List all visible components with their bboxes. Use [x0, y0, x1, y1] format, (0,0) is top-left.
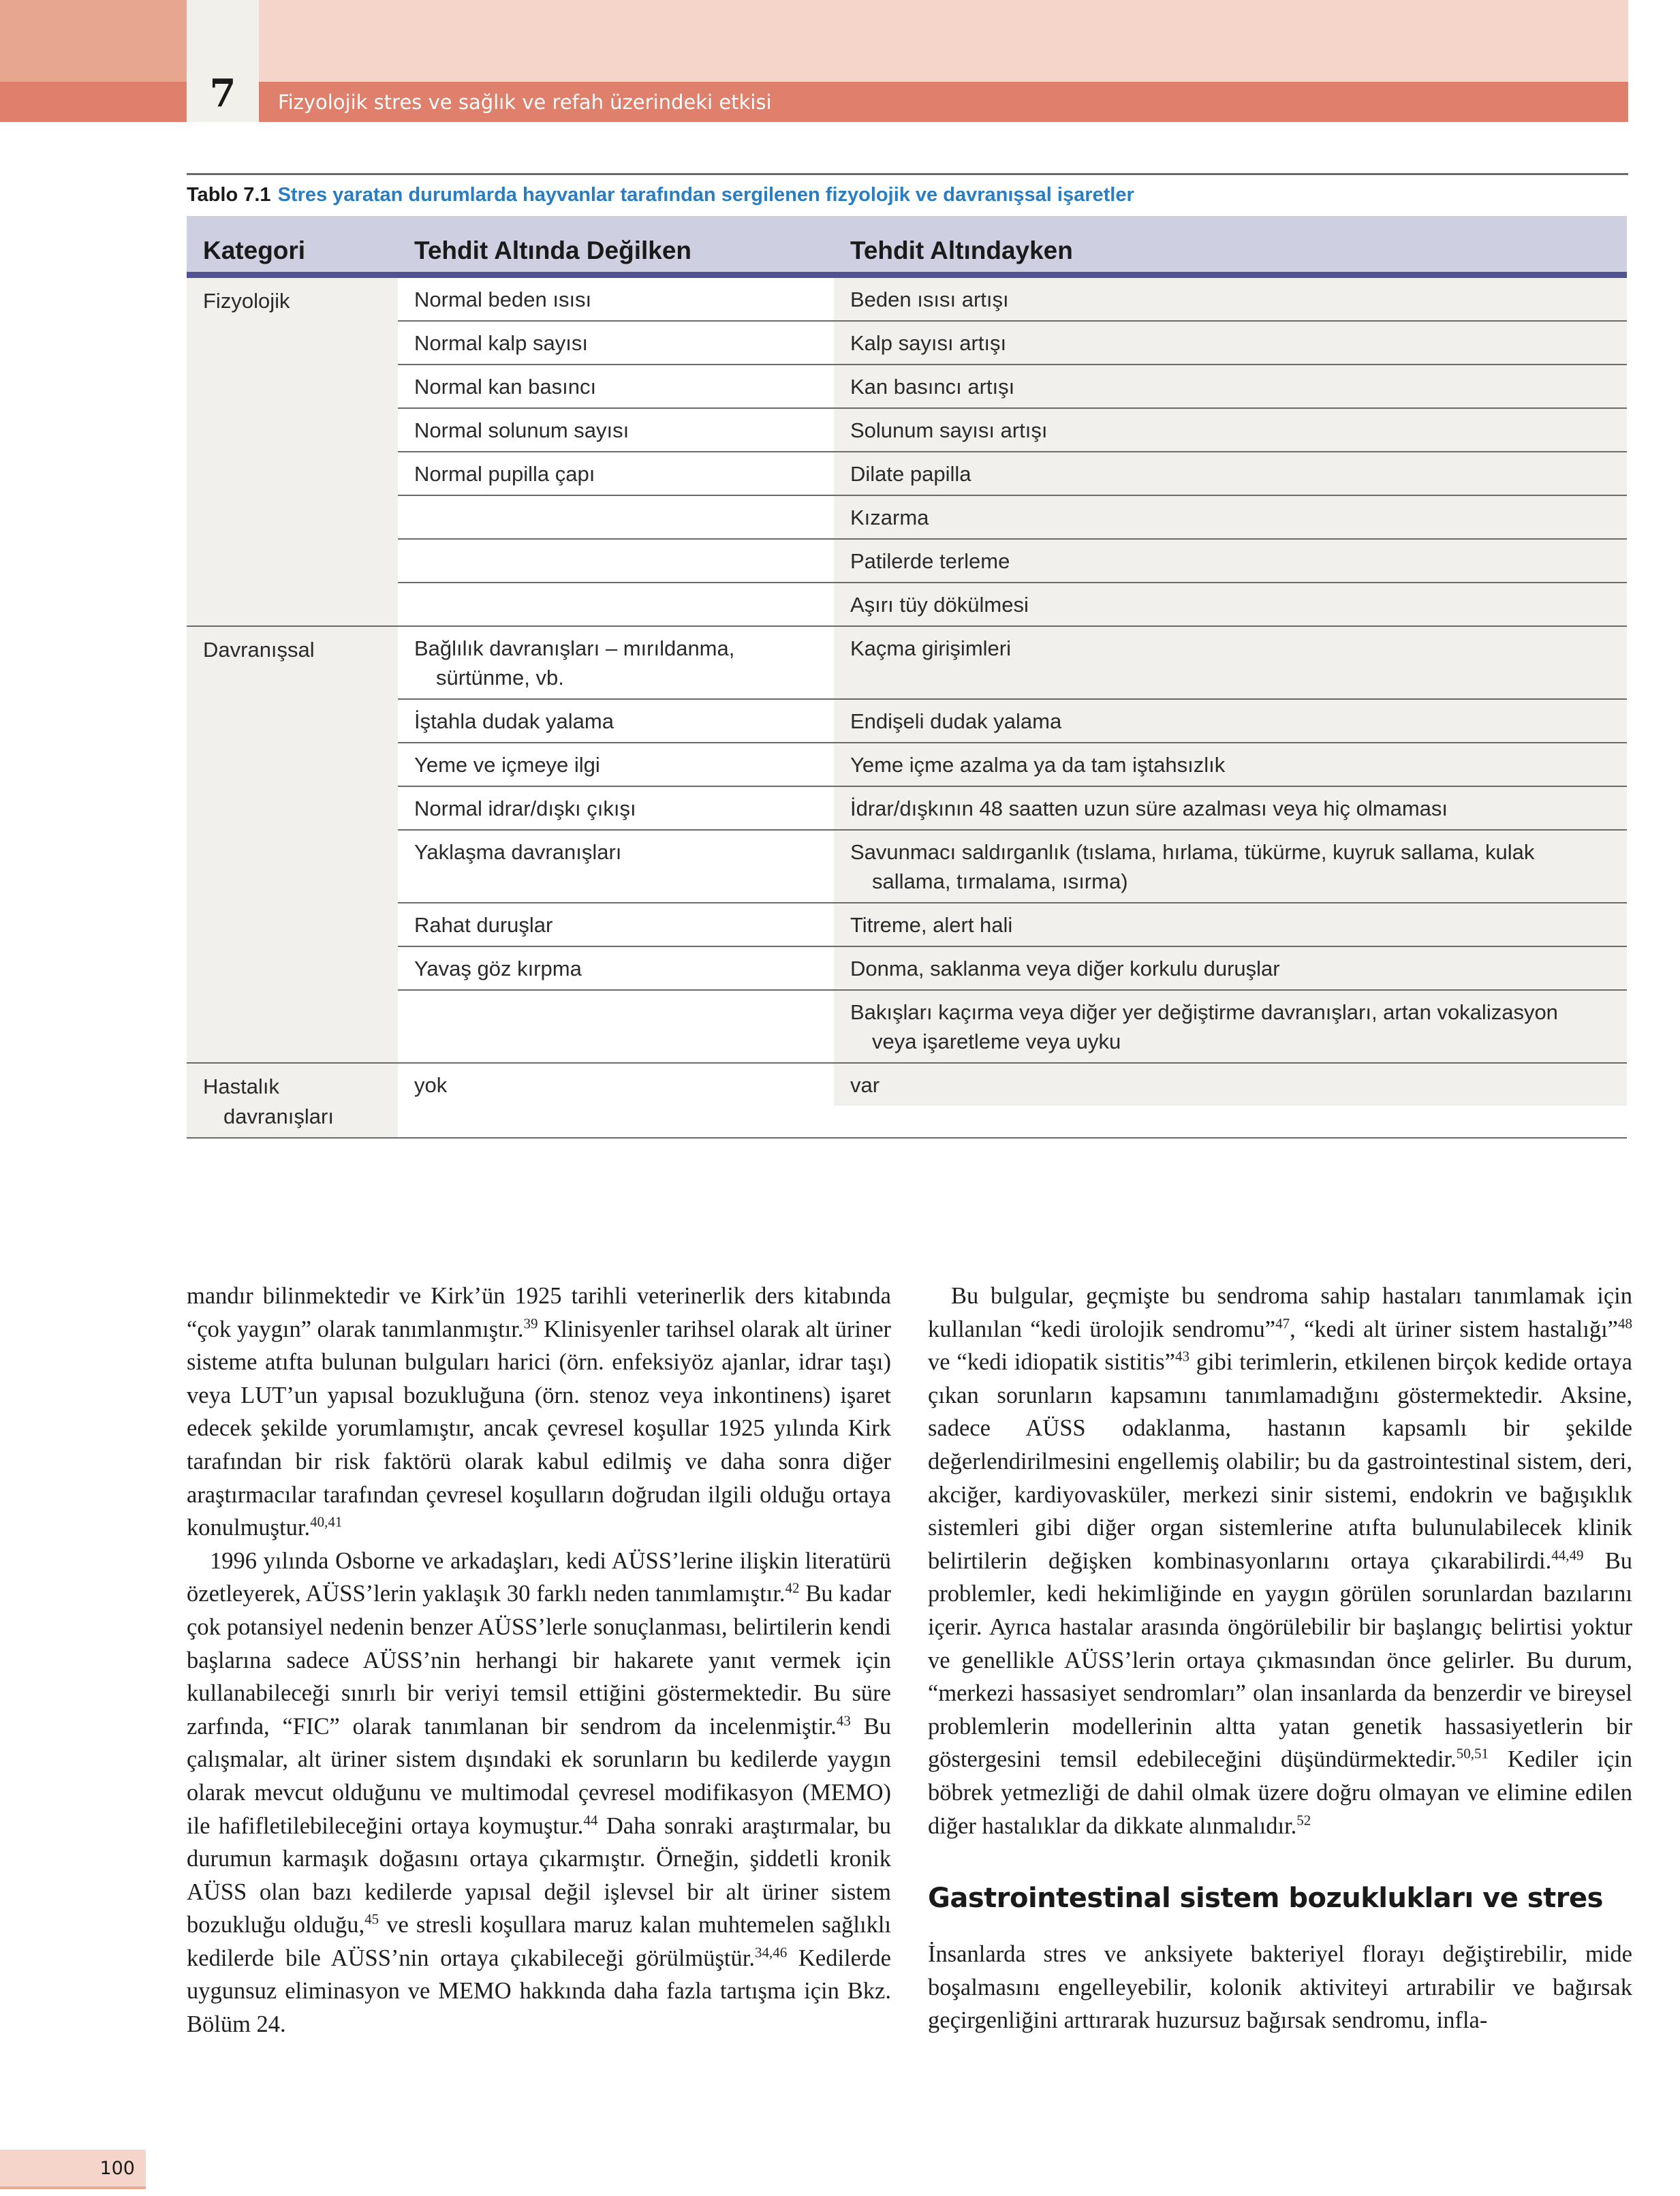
threatened-cell-text-continued: sallama, tırmalama, ısırma) [872, 869, 1128, 893]
citation-superscript: 44 [583, 1812, 598, 1828]
table-header-row [187, 216, 1627, 278]
threatened-cell [834, 322, 1627, 364]
text-run: Bu çalışmalar, alt üriner sistem dışındaki ek sorunların bu kedilerde yaygın olarak mevcut olduğunu ve multimodal çevresel modifikasyon (MEMO) ile hafifletilebileceğini ortaya koymuştur. [187, 1713, 891, 1839]
table-row [398, 698, 1627, 742]
header-band [259, 82, 1628, 122]
threatened-cell-text: Solunum sayısı artışı [850, 418, 1048, 442]
text-run: , “kedi alt üriner sistem hastalığı” [1290, 1316, 1618, 1342]
threatened-cell [834, 743, 1627, 786]
threatened-cell-text: Kızarma [850, 506, 929, 529]
header-band-top [259, 0, 1628, 82]
category-label-continued: davranışları [223, 1104, 334, 1128]
threatened-cell [834, 903, 1627, 946]
header-left-block-lower [0, 82, 187, 122]
threatened-cell [834, 991, 1627, 1062]
not-threatened-cell-text: Normal idrar/dışkı çıkışı [414, 797, 636, 820]
not-threatened-cell [398, 322, 834, 364]
column-header-not-threatened: Tehdit Altında Değilken [414, 236, 692, 264]
not-threatened-cell-text: Yaklaşma davranışları [414, 840, 622, 864]
column-header-threatened: Tehdit Altındayken [850, 236, 1073, 264]
table-row [398, 320, 1627, 364]
table-row [398, 278, 1627, 320]
citation-superscript: 52 [1296, 1812, 1311, 1828]
not-threatened-cell [398, 583, 834, 625]
not-threatened-cell-text: Normal kalp sayısı [414, 331, 588, 355]
threatened-cell-text: Yeme içme azalma ya da tam iştahsızlık [850, 753, 1226, 777]
text-run: Bu bulgular, geçmişte bu sendroma sahip hastaları tanımlamak için kullanılan “kedi ürolojik sendromu” [928, 1283, 1632, 1342]
threatened-cell [834, 409, 1627, 451]
table-section [187, 1064, 1627, 1139]
text-run: ve stresli koşullara maruz kalan muhtemelen sağlıklı kedilerde bile AÜSS’nin ortaya çıkabileceği görülmüştür. [187, 1912, 892, 1971]
citation-superscript: 39 [523, 1315, 538, 1332]
not-threatened-cell [398, 903, 834, 946]
text-run: Daha sonraki araştırmalar, bu durumun karmaşık doğasını ortaya çıkarmıştır. Örneğin, şiddetli kronik AÜSS olan bazı kedilerde yapısal değil işlevsel bir alt üriner sistem bozukluğu olduğu, [187, 1812, 891, 1938]
threatened-cell-text: Kaçma girişimleri [850, 636, 1011, 660]
threatened-cell [834, 365, 1627, 407]
threatened-cell-text: Kalp sayısı artışı [850, 331, 1007, 355]
page-number: 100 [99, 2157, 135, 2179]
body-paragraph [187, 1280, 891, 1545]
not-threatened-cell-text: Yeme ve içmeye ilgi [414, 753, 600, 777]
category-label: Fizyolojik [203, 289, 290, 313]
not-threatened-cell-text: Normal kan basıncı [414, 375, 597, 399]
table-row [398, 1064, 1627, 1106]
threatened-cell [834, 278, 1627, 320]
threatened-cell-text: Beden ısısı artışı [850, 288, 1009, 311]
table-row [398, 407, 1627, 451]
chapter-number-box [187, 0, 259, 122]
table-row [398, 946, 1627, 989]
threatened-cell-text-continued: veya işaretleme veya uyku [872, 1030, 1121, 1053]
not-threatened-cell [398, 409, 834, 451]
body-column-left [187, 1280, 891, 2041]
not-threatened-cell [398, 831, 834, 902]
table-title: Stres yaratan durumlarda hayvanlar tarafından sergilenen fizyolojik ve davranışsal işaretler [277, 184, 1134, 206]
citation-superscript: 45 [364, 1911, 379, 1928]
table-row [398, 902, 1627, 946]
table-row [398, 786, 1627, 829]
table-top-rule [187, 173, 1628, 175]
citation-superscript: 44,49 [1551, 1547, 1584, 1564]
table-row [398, 364, 1627, 407]
citation-superscript: 34,46 [754, 1944, 788, 1961]
not-threatened-cell-text: Rahat duruşlar [414, 913, 553, 937]
table-body [187, 278, 1627, 1139]
not-threatened-cell-text: Normal beden ısısı [414, 288, 592, 311]
category-label: Hastalık [203, 1074, 279, 1098]
table-row [398, 538, 1627, 582]
chapter-title: Fizyolojik stres ve sağlık ve refah üzerindeki etkisi [278, 90, 772, 114]
not-threatened-cell-text: Yavaş göz kırpma [414, 957, 582, 980]
not-threatened-cell [398, 743, 834, 786]
citation-superscript: 43 [836, 1712, 851, 1729]
table-section [187, 627, 1627, 1064]
not-threatened-cell [398, 540, 834, 582]
not-threatened-cell-text: Bağlılık davranışları – mırıldanma, [414, 636, 735, 660]
citation-superscript: 43 [1175, 1348, 1189, 1365]
category-label: Davranışsal [203, 638, 315, 662]
threatened-cell [834, 540, 1627, 582]
section-paragraph: İnsanlarda stres ve anksiyete bakteriyel florayı değiştirebilir, mide boşalmasını engelleyebilir, kolonik aktiviteyi artırabilir ve bağırsak geçirgenliğini arttırarak huzursuz bağırsak sendromu, infla- [928, 1941, 1632, 2034]
citation-superscript: 40,41 [310, 1513, 343, 1530]
table-section [187, 278, 1627, 627]
header-left-block [0, 0, 187, 82]
table-row [398, 627, 1627, 698]
not-threatened-cell-text-continued: sürtünme, vb. [436, 666, 564, 690]
threatened-cell [834, 1064, 1627, 1106]
threatened-cell-text: Savunmacı saldırganlık (tıslama, hırlama, tükürme, kuyruk sallama, kulak [850, 840, 1535, 864]
table-row [398, 451, 1627, 495]
not-threatened-cell [398, 787, 834, 829]
right-column-paragraphs [928, 1280, 1632, 1842]
threatened-cell-text: Endişeli dudak yalama [850, 709, 1062, 733]
table-caption [187, 184, 1134, 206]
column-header-category: Kategori [203, 236, 306, 264]
table-label: Tablo 7.1 [187, 184, 271, 206]
citation-superscript: 50,51 [1456, 1745, 1489, 1762]
threatened-cell-text: Donma, saklanma veya diğer korkulu duruşlar [850, 957, 1280, 980]
not-threatened-cell [398, 496, 834, 538]
text-run: Bu kadar çok potansiyel nedenin benzer AÜSS’lerle sonuçlanması, belirtilerin kendi başlarına sadece AÜSS’nin herhangi bir hakarete yanıt vermek için kullanabileceği sınırlı bir veriyi temsil ettiğini göstermektedir. Bu süre zarfında, “FIC” olarak tanımlanan bir sendrom da incelenmiştir. [187, 1581, 891, 1739]
not-threatened-cell [398, 700, 834, 742]
threatened-cell-text: Patilerde terleme [850, 549, 1010, 573]
page-number-tab [0, 2150, 146, 2189]
threatened-cell [834, 627, 1627, 698]
not-threatened-cell [398, 365, 834, 407]
threatened-cell-text: Titreme, alert hali [850, 913, 1013, 937]
not-threatened-cell-text: Normal pupilla çapı [414, 462, 595, 486]
table-row [398, 495, 1627, 538]
body-paragraph [187, 1545, 891, 2041]
threatened-cell [834, 452, 1627, 495]
text-run: Bu problemler, kedi hekimliğinde en yaygın görülen sorunlardan bazılarını içerir. Ayrıca hastalar arasında öngörülebilir bir başlangıç belirtisi yoktur ve genellikle AÜSS’lerin ortaya çıkmasından önce gelirler. Bu durum, “merkezi hassasiyet sendromları” olan insanlarda da benzerdir ve bireysel problemlerin modellerinin altta yatan genetik hassasiyetlerin bir göstergesini temsil edebileceğini düşündürmektedir. [928, 1547, 1632, 1773]
section-heading: Gastrointestinal sistem bozuklukları ve stres [928, 1883, 1603, 1915]
not-threatened-cell [398, 627, 834, 698]
citation-superscript: 42 [785, 1579, 800, 1596]
threatened-cell [834, 947, 1627, 989]
not-threatened-cell-text: yok [414, 1073, 448, 1097]
body-column-right [928, 1280, 1632, 2037]
text-run: Klinisyenler tarihsel olarak alt üriner sisteme atıfta bulunan bulguları harici (örn. enfeksiyöz ajanlar, idrar taşı) veya LUT’un yapısal bozukluğuna (örn. stenoz veya inkontinens) işaret edecek şekilde yorumlamıştır, ancak çevresel koşullar 1925 yılında Kirk tarafından bir risk faktörü olarak kabul edilmiş ve daha sonra diğer araştırmacılar tarafından çevresel koşulların doğrudan ilgili olduğu ortaya konulmuştur. [187, 1316, 891, 1541]
text-run: mandır bilinmektedir ve Kirk’ün 1925 tarihli veterinerlik ders kitabında “çok yaygın” olarak tanımlanmıştır. [187, 1283, 891, 1342]
text-run: Kediler için böbrek yetmezliği de dahil olmak üzere doğru olmayan ve elimine edilen diğer hastalıklar da dikkate alınmalıdır. [928, 1746, 1633, 1839]
threatened-cell-text: var [850, 1073, 880, 1097]
table-row [398, 582, 1627, 625]
threatened-cell [834, 583, 1627, 625]
citation-superscript: 47 [1275, 1315, 1290, 1332]
chapter-number: 7 [209, 71, 236, 116]
category-cell [187, 278, 398, 625]
not-threatened-cell [398, 278, 834, 320]
category-cell [187, 1064, 398, 1137]
text-run: Kedilerde uygunsuz eliminasyon ve MEMO hakkında daha fazla tartışma için Bkz. Bölüm 24. [187, 1945, 891, 2038]
threatened-cell-text: Aşırı tüy dökülmesi [850, 593, 1029, 617]
not-threatened-cell [398, 1064, 834, 1106]
table-row [398, 829, 1627, 902]
text-run: ve “kedi idiopatik sistitis” [928, 1349, 1175, 1376]
citation-superscript: 48 [1618, 1315, 1632, 1332]
threatened-cell [834, 831, 1627, 902]
text-run: gibi terimlerin, etkilenen birçok kedide ortaya çıkan sorunların kapsamını tanımlamadığını göstermektedir. Aksine, sadece AÜSS odaklanma, hastanın kapsamlı bir şekilde değerlendirilmesini engellemiş olabilir; bu da gastrointestinal sistem, deri, akciğer, kardiyovasküler, merkezi sinir sistemi, endokrin ve bağışıklık sistemleri gibi diğer organ sistemlerine atıfta bulunulabilecek klinik belirtilerin değişken kombinasyonlarını ortaya çıkarabilirdi. [928, 1349, 1632, 1574]
not-threatened-cell [398, 991, 834, 1062]
not-threatened-cell-text: İştahla dudak yalama [414, 709, 614, 733]
threatened-cell [834, 496, 1627, 538]
text-run: 1996 yılında Osborne ve arkadaşları, kedi AÜSS’lerine ilişkin literatürü özetleyerek, AÜSS’lerin yaklaşık 30 farklı neden tanımlamıştır. [187, 1547, 891, 1607]
not-threatened-cell [398, 947, 834, 989]
body-paragraph [928, 1280, 1632, 1842]
table-row [398, 742, 1627, 786]
category-cell [187, 627, 398, 1062]
not-threatened-cell-text: Normal solunum sayısı [414, 418, 629, 442]
threatened-cell [834, 700, 1627, 742]
table-row [398, 989, 1627, 1062]
not-threatened-cell [398, 452, 834, 495]
stress-signs-table [187, 216, 1627, 1139]
threatened-cell-text: İdrar/dışkının 48 saatten uzun süre azalması veya hiç olmaması [850, 797, 1448, 820]
threatened-cell-text: Kan basıncı artışı [850, 375, 1015, 399]
threatened-cell-text: Dilate papilla [850, 462, 971, 486]
threatened-cell [834, 787, 1627, 829]
threatened-cell-text: Bakışları kaçırma veya diğer yer değiştirme davranışları, artan vokalizasyon [850, 1000, 1558, 1024]
